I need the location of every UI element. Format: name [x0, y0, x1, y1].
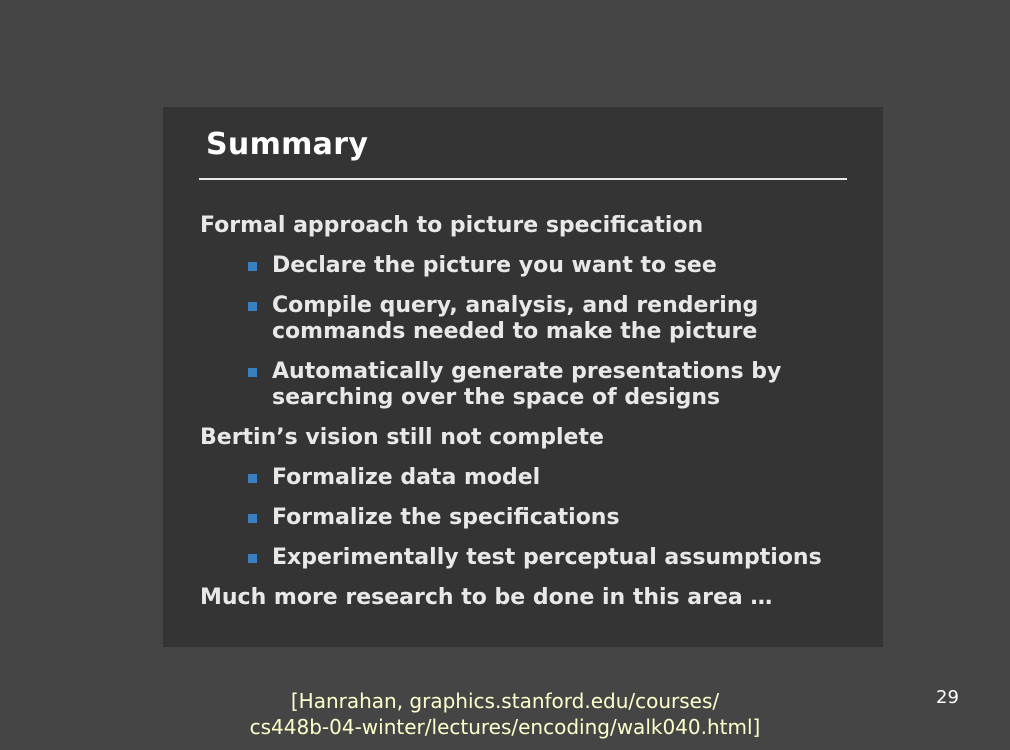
slide-title: Summary: [206, 127, 369, 162]
bullet-text: Formalize data model: [272, 465, 541, 490]
square-bullet-icon: [248, 368, 257, 377]
section-heading-bertins-vision: Bertin’s vision still not complete: [200, 425, 604, 450]
section-heading-more-research: Much more research to be done in this area …: [200, 585, 773, 610]
bullet-item-compile: [200, 293, 870, 345]
square-bullet-icon: [248, 474, 257, 483]
section-heading-formal-approach: Formal approach to picture specification: [200, 213, 704, 238]
bullet-text: Experimentally test perceptual assumptions: [272, 545, 822, 570]
slide-content: [200, 213, 870, 625]
page-number: 29: [936, 687, 959, 708]
square-bullet-icon: [248, 302, 257, 311]
bullet-text: Automatically generate presentations by: [272, 359, 782, 384]
bullet-text: Compile query, analysis, and rendering: [272, 293, 759, 318]
citation: [0, 688, 1010, 740]
bullet-item-experimentally-test: [200, 545, 870, 571]
bullet-item-declare: [200, 253, 870, 279]
slide-card: [163, 107, 883, 647]
title-divider: [199, 178, 847, 180]
bullet-text: Declare the picture you want to see: [272, 253, 717, 278]
square-bullet-icon: [248, 554, 257, 563]
bullet-text-continued: searching over the space of designs: [272, 385, 721, 410]
square-bullet-icon: [248, 514, 257, 523]
bullet-item-formalize-specifications: [200, 505, 870, 531]
bullet-text: Formalize the specifications: [272, 505, 620, 530]
square-bullet-icon: [248, 262, 257, 271]
bullet-item-formalize-data-model: [200, 465, 870, 491]
citation-line-2: cs448b-04-winter/lectures/encoding/walk040.html]: [249, 715, 761, 739]
citation-line-1: [Hanrahan, graphics.stanford.edu/courses/: [290, 689, 720, 713]
bullet-item-automatically-generate: [200, 359, 870, 411]
bullet-text-continued: commands needed to make the picture: [272, 319, 758, 344]
